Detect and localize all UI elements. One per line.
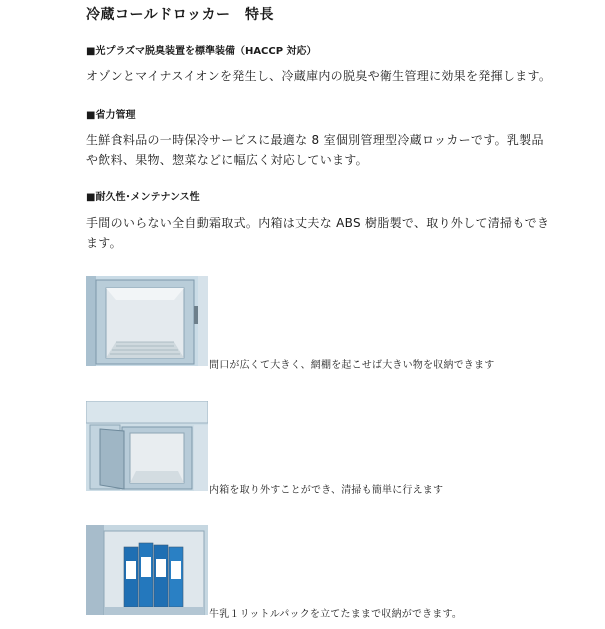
text-line: オゾンとマイナスイオンを発生し、冷蔵庫内の脱臭や衛生管理に効果を発揮します。: [86, 69, 552, 83]
section-heading-labor-saving: ■省力管理: [86, 110, 136, 121]
section-text-labor-saving: [86, 130, 544, 170]
text-line: や飲料、果物、惣菜などに幅広く対応しています。: [86, 153, 368, 167]
open-door-compartment-image: [86, 401, 208, 491]
section-text-deodorizer: [86, 66, 551, 86]
section-text-durability: [86, 213, 549, 253]
page-title: 冷蔵コールドロッカー 特長: [86, 7, 274, 23]
caption-removable-box: 内箱を取り外すことができ、清掃も簡単に行えます: [209, 485, 444, 496]
section-heading-deodorizer: ■光プラズマ脱臭装置を標準装備（HACCP 対応）: [86, 46, 317, 57]
caption-milk-cartons: 牛乳１リットルパックを立てたままで収納ができます。: [209, 609, 463, 620]
locker-compartment-image: [86, 276, 208, 366]
text-line: ます。: [86, 236, 122, 250]
section-heading-durability: ■耐久性･メンテナンス性: [86, 192, 200, 203]
text-line: 手間のいらない全自動霜取式。内箱は丈夫な ABS 樹脂製で、取り外して清掃もでき: [86, 216, 550, 230]
caption-wide-opening: 間口が広くて大きく、網棚を起こせば大きい物を収納できます: [209, 360, 495, 371]
photo-milk-cartons: [86, 525, 208, 615]
photo-wide-opening: [86, 276, 208, 366]
text-line: 生鮮食料品の一時保冷サービスに最適な 8 室個別管理型冷蔵ロッカーです。乳製品: [86, 133, 544, 147]
photo-removable-box: [86, 401, 208, 491]
milk-cartons-image: [86, 525, 208, 615]
